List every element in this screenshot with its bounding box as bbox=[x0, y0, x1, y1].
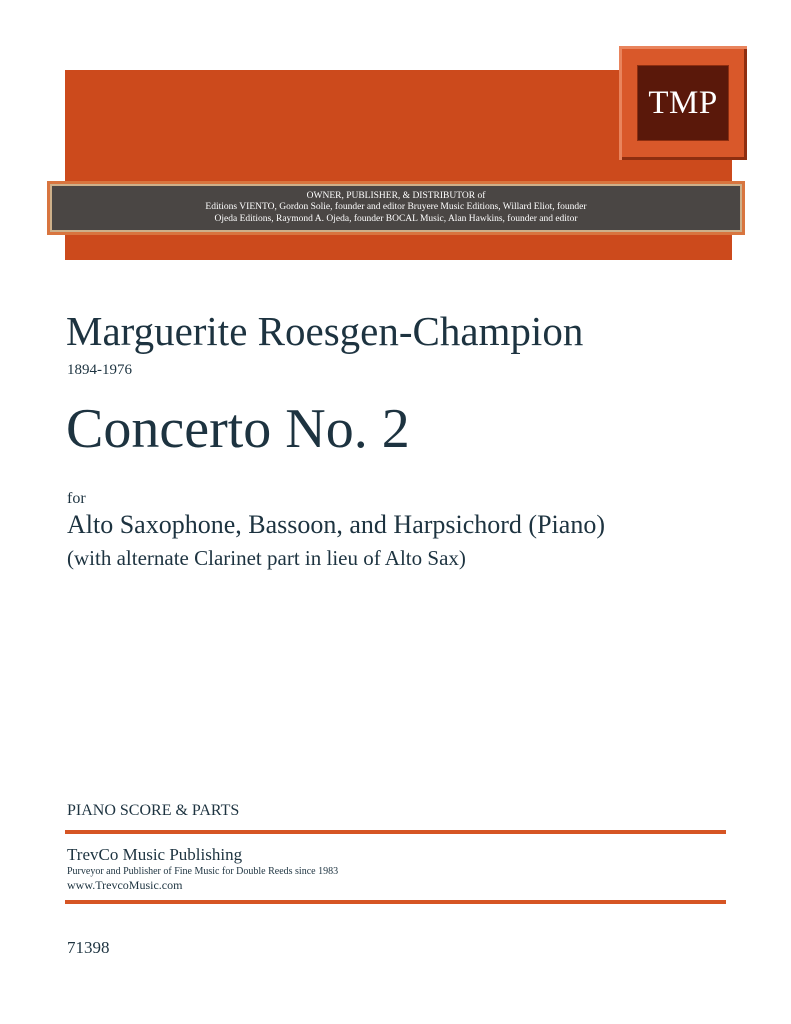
for-label: for bbox=[67, 490, 86, 507]
publisher-tagline: Purveyor and Publisher of Fine Music for Double Reeds since 1983 bbox=[67, 866, 339, 877]
instrumentation: Alto Saxophone, Bassoon, and Harpsichord (Piano) bbox=[67, 510, 605, 539]
score-type: PIANO SCORE & PARTS bbox=[67, 802, 240, 819]
publisher-name: TrevCo Music Publishing bbox=[67, 845, 243, 864]
alternate-part-note: (with alternate Clarinet part in lieu of Alto Sax) bbox=[67, 546, 466, 570]
catalog-number: 71398 bbox=[67, 938, 110, 957]
publisher-url: www.TrevcoMusic.com bbox=[67, 878, 183, 892]
publisher-info-line-2: Editions VIENTO, Gordon Solie, founder and editor Bruyere Music Editions, Willard Eliot, founder bbox=[205, 202, 587, 213]
publisher-info-line-3: Ojeda Editions, Raymond A. Ojeda, founder BOCAL Music, Alan Hawkins, founder and editor bbox=[214, 213, 578, 224]
divider-top bbox=[65, 830, 726, 834]
composer-dates: 1894-1976 bbox=[67, 362, 132, 378]
publisher-info-inner bbox=[50, 184, 742, 232]
divider-bottom bbox=[65, 900, 726, 904]
work-title: Concerto No. 2 bbox=[66, 398, 410, 460]
tmp-logo-inner bbox=[638, 66, 728, 140]
tmp-logo-text: TMP bbox=[648, 84, 718, 121]
publisher-info-line-1: OWNER, PUBLISHER, & DISTRIBUTOR of bbox=[306, 190, 486, 201]
composer-name: Marguerite Roesgen-Champion bbox=[66, 308, 584, 354]
tmp-logo bbox=[619, 46, 747, 160]
publisher-info-box bbox=[47, 181, 745, 235]
